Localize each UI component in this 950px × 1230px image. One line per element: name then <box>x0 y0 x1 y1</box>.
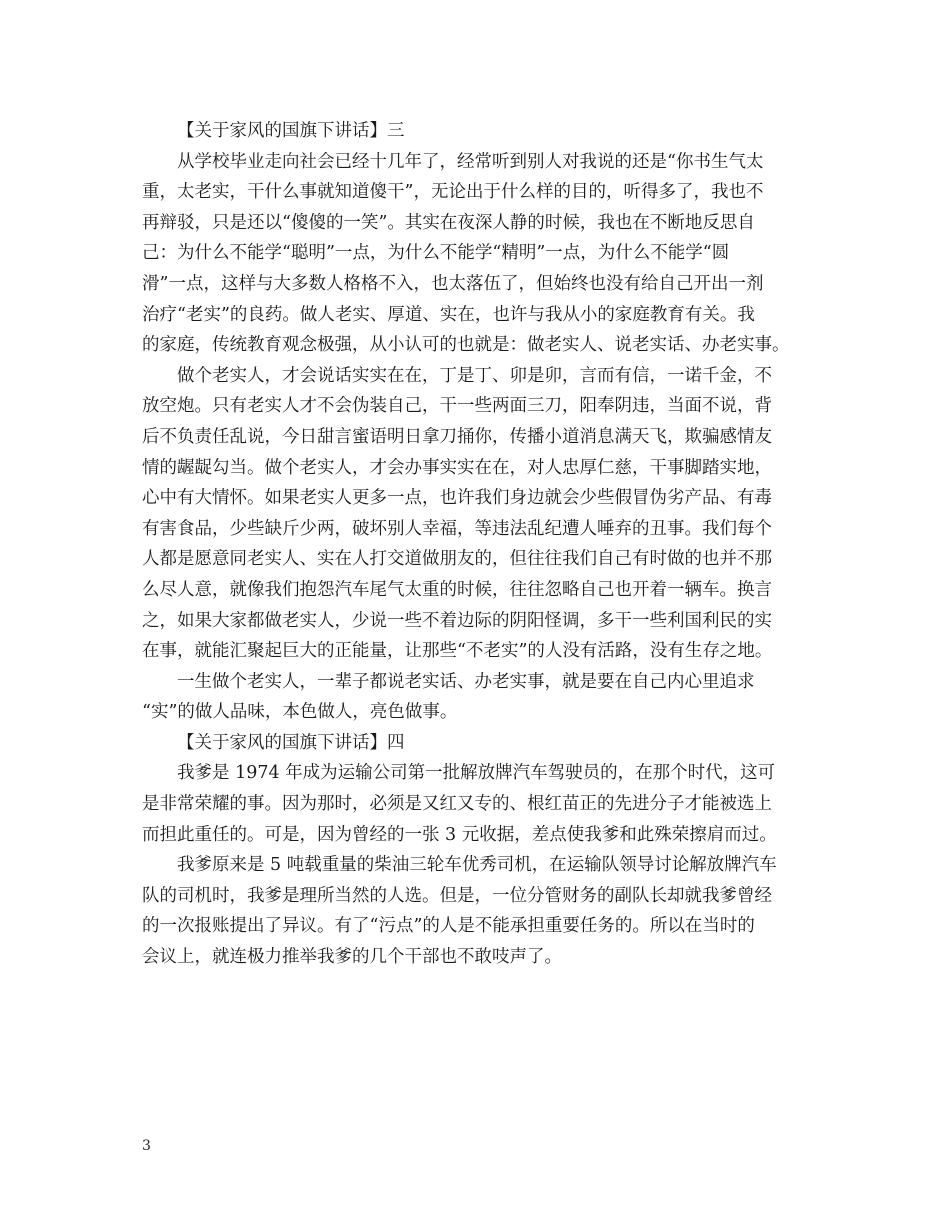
text-line: 我爹原来是 5 吨载重量的柴油三轮车优秀司机，在运输队领导讨论解放牌汽车 <box>177 855 777 876</box>
text-line: 会议上，就连极力推举我爹的几个干部也不敢吱声了。 <box>142 947 562 968</box>
text-line: 滑”一点，这样与大多数人格格不入，也太落伍了，但始终也没有给自己开出一剂 <box>142 273 764 294</box>
page-number: 3 <box>142 1138 151 1154</box>
text-line: 之，如果大家都做老实人，少说一些不着边际的阴阳怪调，多干一些利国利民的实 <box>142 610 772 631</box>
text-line: 么尽人意，就像我们抱怨汽车尾气太重的时候，往往忽略自己也开着一辆车。换言 <box>142 579 772 600</box>
text-line: 做个老实人，才会说话实实在在，丁是丁、卯是卯，言而有信，一诺千金，不 <box>177 365 772 386</box>
text-line: 我爹是 1974 年成为运输公司第一批解放牌汽车驾驶员的，在那个时代，这可 <box>177 763 776 784</box>
text-line: 己：为什么不能学“聪明”一点，为什么不能学“精明”一点，为什么不能学“圆 <box>142 243 730 264</box>
text-line: 心中有大情怀。如果老实人更多一点，也许我们身边就会少些假冒伪劣产品、有毒 <box>142 488 772 509</box>
text-line: 有害食品，少些缺斤少两，破坏别人幸福，等违法乱纪遭人唾弃的丑事。我们每个 <box>142 518 772 539</box>
text-line: 从学校毕业走向社会已经十几年了，经常听到别人对我说的还是“你书生气太 <box>177 151 764 172</box>
text-line: 而担此重任的。可是，因为曾经的一张 3 元收据，差点使我爹和此殊荣擦肩而过。 <box>142 824 777 845</box>
text-line: 放空炮。只有老实人才不会伪装自己，干一些两面三刀，阳奉阴违，当面不说，背 <box>142 396 772 417</box>
text-line: 情的龌龊勾当。做个老实人，才会办事实实在在，对人忠厚仁慈，干事脚踏实地， <box>142 457 772 478</box>
text-line: 再辩驳，只是还以“傻傻的一笑”。其实在夜深人静的时候，我也在不断地反思自 <box>142 212 755 233</box>
text-line: 后不负责任乱说，今日甜言蜜语明日拿刀捅你，传播小道消息满天飞，欺骗感情友 <box>142 426 772 447</box>
document-body <box>142 116 814 973</box>
text-line: 在事，就能汇聚起巨大的正能量，让那些“不老实”的人没有活路，没有生存之地。 <box>142 641 773 662</box>
text-line: 治疗“老实”的良药。做人老实、厚道、实在，也许与我从小的家庭教育有关。我 <box>142 304 755 325</box>
text-line: 人都是愿意同老实人、实在人打交道做朋友的，但往往我们自己有时做的也并不那 <box>142 549 772 570</box>
text-line: 的家庭，传统教育观念极强，从小认可的也就是：做老实人、说老实话、办老实事。 <box>142 335 790 356</box>
text-line: “实”的做人品味，本色做人，亮色做事。 <box>142 702 458 723</box>
text-line: 的一次报账提出了异议。有了“污点”的人是不能承担重要任务的。所以在当时的 <box>142 916 755 937</box>
text-line: 队的司机时，我爹是理所当然的人选。但是，一位分管财务的副队长却就我爹曾经 <box>142 885 772 906</box>
text-line: 重，太老实，干什么事就知道傻干”，无论出于什么样的目的，听得多了，我也不 <box>142 182 764 203</box>
text-line: 是非常荣耀的事。因为那时，必须是又红又专的、根红苗正的先进分子才能被选上 <box>142 794 772 815</box>
section-heading: 【关于家风的国旗下讲话】四 <box>177 732 405 753</box>
text-line: 一生做个老实人，一辈子都说老实话、办老实事，就是要在自己内心里追求 <box>177 671 755 692</box>
section-heading: 【关于家风的国旗下讲话】三 <box>177 121 405 141</box>
